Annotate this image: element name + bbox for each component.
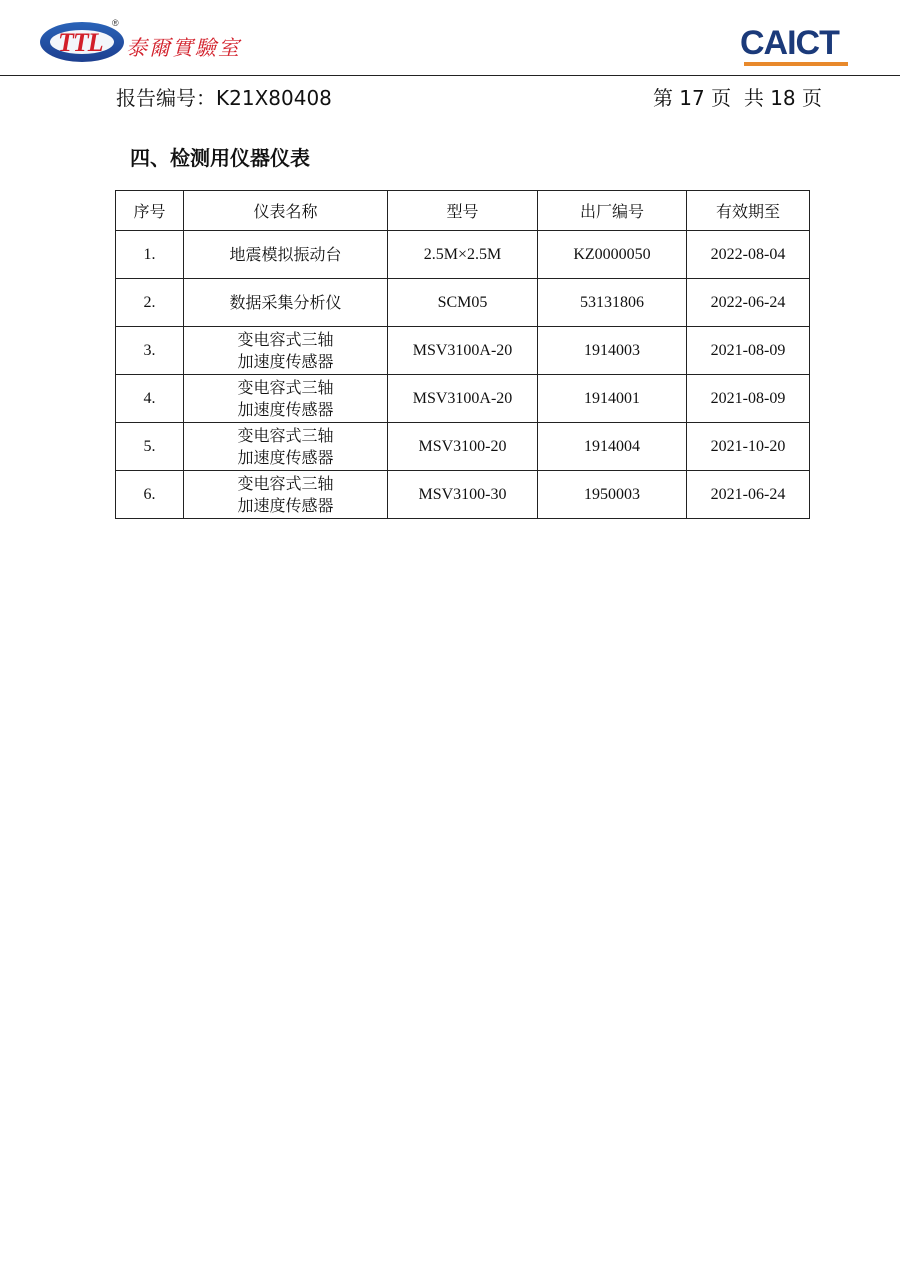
- cell-name-line: 加速度传感器: [237, 495, 334, 515]
- table-row: [116, 423, 810, 471]
- cell-no: 3.: [116, 327, 184, 375]
- cell-model: MSV3100A-20: [388, 375, 538, 423]
- cell-model: SCM05: [388, 279, 538, 327]
- column-header-model: 型号: [388, 191, 538, 231]
- cell-model: 2.5M×2.5M: [388, 231, 538, 279]
- cell-valid-until: 2022-08-04: [687, 231, 810, 279]
- cell-serial: 1950003: [538, 471, 687, 519]
- cell-name: [184, 375, 388, 423]
- cell-name-line: 加速度传感器: [237, 399, 334, 419]
- cell-serial: 1914004: [538, 423, 687, 471]
- cell-name-line: 变电容式三轴: [237, 425, 334, 445]
- instrument-table: [115, 190, 810, 519]
- column-header-valid-until: 有效期至: [687, 191, 810, 231]
- page-info: 第 17 页 共 18 页: [652, 86, 822, 110]
- table-row: [116, 375, 810, 423]
- report-number: 报告编号：K21X80408: [116, 86, 332, 110]
- cell-no: 5.: [116, 423, 184, 471]
- cell-no: 1.: [116, 231, 184, 279]
- registered-mark: ®: [112, 18, 119, 28]
- header-divider: [0, 75, 900, 76]
- cell-no: 2.: [116, 279, 184, 327]
- caict-logo-underline: [744, 62, 848, 66]
- cell-serial: 1914003: [538, 327, 687, 375]
- table-row: [116, 327, 810, 375]
- column-header-name: 仪表名称: [184, 191, 388, 231]
- cell-no: 4.: [116, 375, 184, 423]
- cell-name: [184, 423, 388, 471]
- cell-name: [184, 471, 388, 519]
- table-row: [116, 471, 810, 519]
- section-title: 四、检测用仪器仪表: [130, 146, 310, 170]
- cell-valid-until: 2021-08-09: [687, 327, 810, 375]
- cell-valid-until: 2021-08-09: [687, 375, 810, 423]
- cell-no: 6.: [116, 471, 184, 519]
- cell-name: [184, 231, 388, 279]
- column-header-no: 序号: [116, 191, 184, 231]
- caict-logo-text: CAICT: [740, 24, 839, 62]
- table-row: [116, 231, 810, 279]
- cell-name-line: 加速度传感器: [237, 351, 334, 371]
- cell-name-line: 变电容式三轴: [237, 473, 334, 493]
- cell-name-line: 地震模拟振动台: [229, 244, 342, 264]
- column-header-serial: 出厂编号: [538, 191, 687, 231]
- cell-serial: KZ0000050: [538, 231, 687, 279]
- table-header-row: [116, 191, 810, 231]
- cell-valid-until: 2021-06-24: [687, 471, 810, 519]
- table-row: [116, 279, 810, 327]
- ttl-logo-mark: TTL: [58, 28, 103, 57]
- cell-name-line: 数据采集分析仪: [229, 292, 342, 312]
- cell-name-line: 变电容式三轴: [237, 329, 334, 349]
- cell-model: MSV3100A-20: [388, 327, 538, 375]
- cell-model: MSV3100-20: [388, 423, 538, 471]
- cell-serial: 1914001: [538, 375, 687, 423]
- cell-name-line: 变电容式三轴: [237, 377, 334, 397]
- cell-name: [184, 279, 388, 327]
- cell-valid-until: 2021-10-20: [687, 423, 810, 471]
- cell-serial: 53131806: [538, 279, 687, 327]
- cell-name-line: 加速度传感器: [237, 447, 334, 467]
- cell-valid-until: 2022-06-24: [687, 279, 810, 327]
- ttl-logo: [40, 16, 240, 70]
- caict-logo: [740, 26, 852, 68]
- cell-name: [184, 327, 388, 375]
- ttl-logo-name: 泰爾實驗室: [126, 36, 241, 60]
- cell-model: MSV3100-30: [388, 471, 538, 519]
